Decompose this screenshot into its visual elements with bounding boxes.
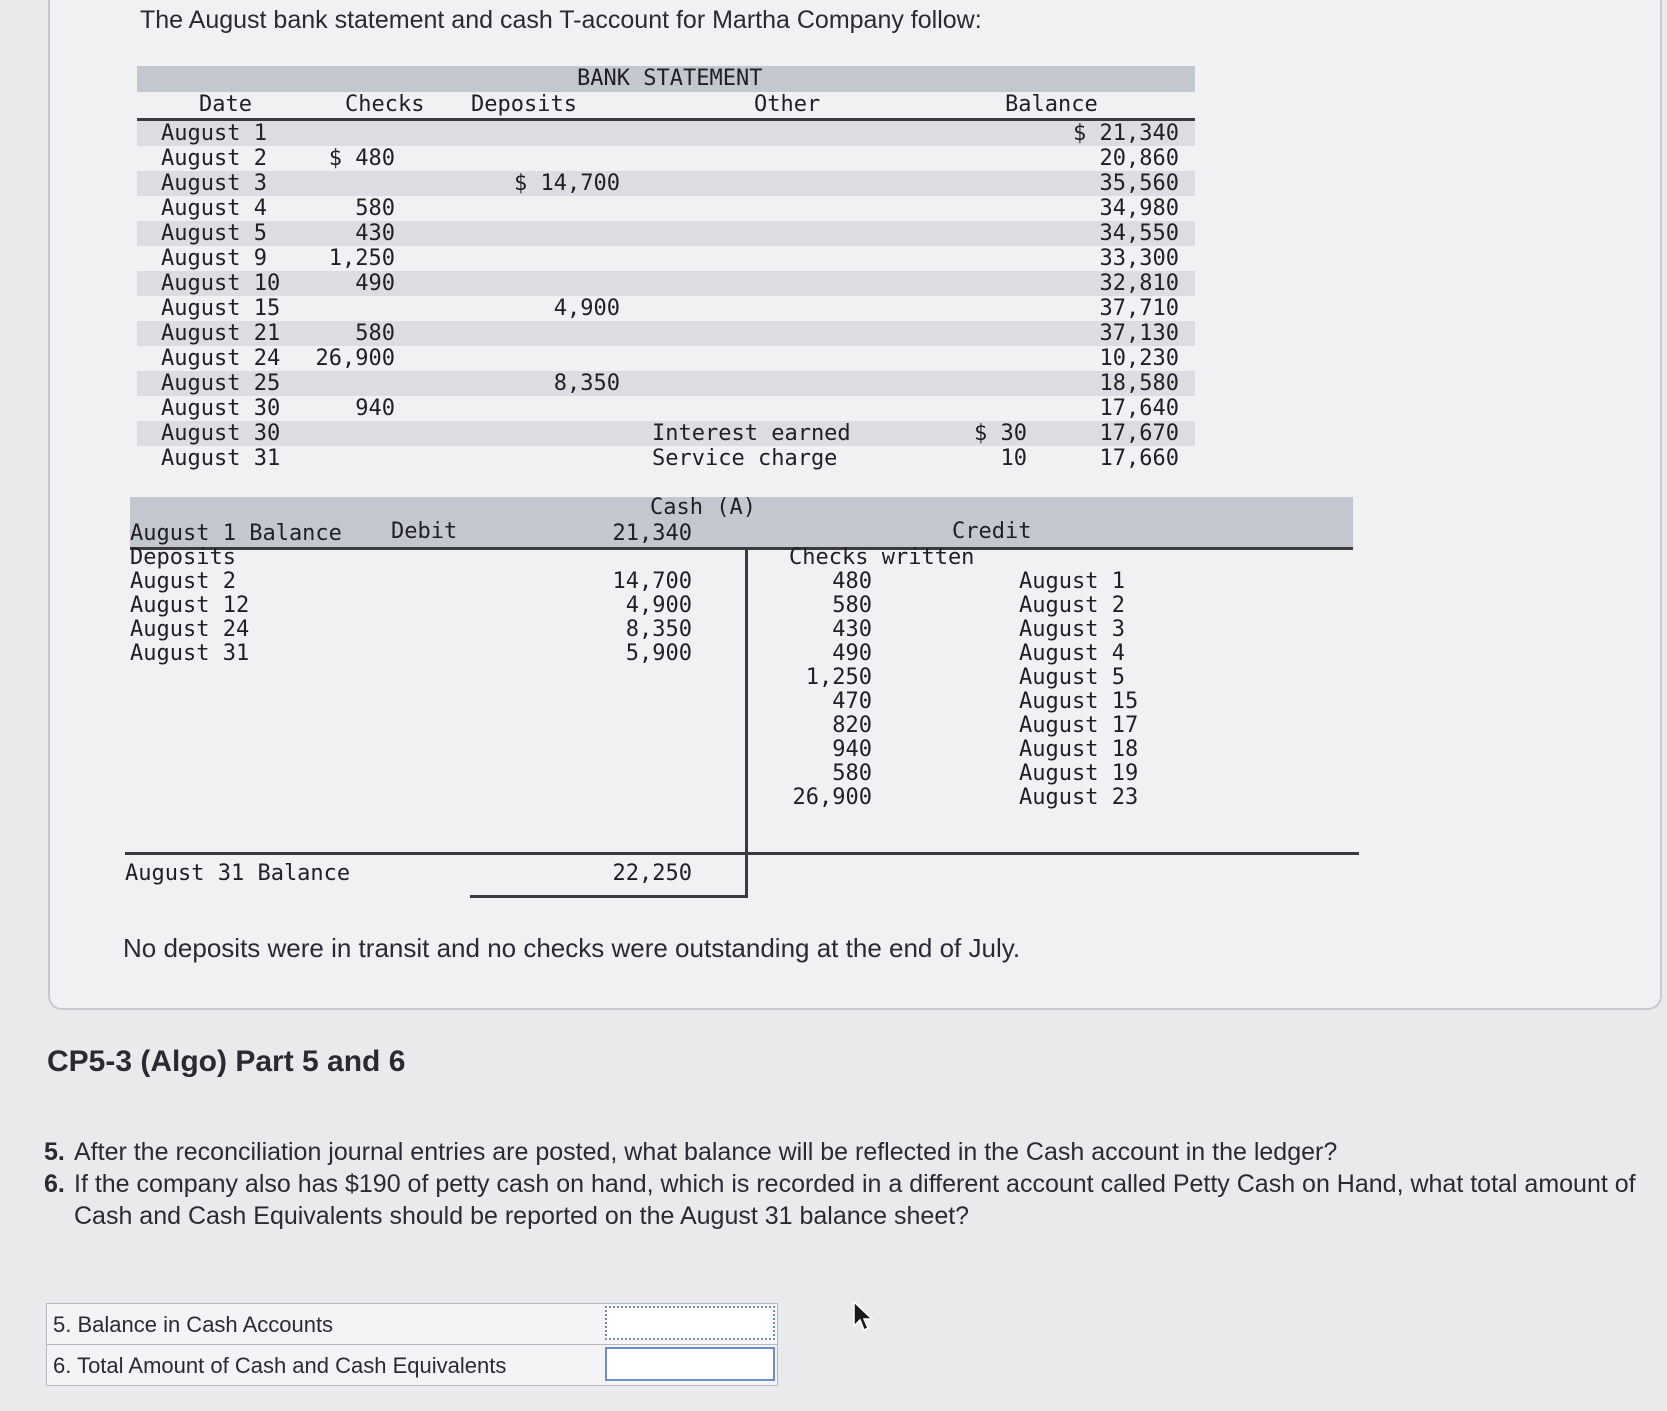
- bank-row-balance: 32,810: [1099, 271, 1179, 296]
- bank-row-other-amount: 10: [1000, 446, 1027, 471]
- checks-written-label: Checks written: [789, 545, 975, 570]
- bank-row-other: Service charge: [652, 446, 838, 471]
- credit-item-amount: 480: [832, 569, 872, 594]
- bank-row-checks: 580: [355, 196, 395, 221]
- bank-row-checks: $ 480: [328, 146, 395, 171]
- question-5-number: 5.: [44, 1138, 65, 1166]
- bank-row: [137, 146, 1195, 171]
- answer-table: [46, 1303, 778, 1386]
- bank-row: [137, 271, 1195, 296]
- bank-row-date: August 25: [161, 371, 281, 396]
- question-5: [44, 1136, 1654, 1168]
- credit-item-amount: 940: [832, 737, 872, 762]
- bank-row-balance: 33,300: [1099, 246, 1179, 271]
- question-6: [44, 1168, 1654, 1232]
- bank-row-checks: 490: [355, 271, 395, 296]
- debit-item-label: August 31: [130, 641, 250, 666]
- debit-item-label: Deposits: [130, 545, 236, 570]
- cash-t-account: [125, 497, 1353, 902]
- bank-row-deposits: 8,350: [553, 371, 620, 396]
- question-5-text: After the reconciliation journal entries are posted, what balance will be reflected in the Cash account in the ledger?: [74, 1138, 1338, 1166]
- bank-row-date: August 4: [161, 196, 267, 221]
- bank-row-checks: 26,900: [315, 346, 395, 371]
- bank-row: [137, 396, 1195, 421]
- debit-label: Debit: [391, 519, 458, 544]
- bank-row: [137, 221, 1195, 246]
- bank-statement-title: BANK STATEMENT: [577, 66, 763, 91]
- bank-row-other: Interest earned: [652, 421, 851, 446]
- credit-item-date: August 19: [1019, 761, 1139, 786]
- bank-row-date: August 31: [161, 446, 281, 471]
- bank-row-balance: 34,550: [1099, 221, 1179, 246]
- bank-row-other-amount: $ 30: [974, 421, 1027, 446]
- debit-item-amount: 21,340: [612, 521, 692, 546]
- debit-item-label: August 2: [130, 569, 236, 594]
- bank-row: [137, 196, 1195, 221]
- bank-row-balance: 34,980: [1099, 196, 1179, 221]
- part-title: CP5-3 (Algo) Part 5 and 6: [47, 1045, 406, 1078]
- credit-item-date: August 18: [1019, 737, 1139, 762]
- bank-row: [137, 171, 1195, 196]
- bank-row-date: August 30: [161, 396, 281, 421]
- bank-row-balance: 37,710: [1099, 296, 1179, 321]
- bank-statement-rows: [137, 121, 1195, 471]
- questions: [44, 1136, 1654, 1232]
- debit-item-amount: 4,900: [625, 593, 692, 618]
- debit-item-label: August 24: [130, 617, 250, 642]
- bank-row-balance: 17,660: [1099, 446, 1179, 471]
- credit-item-amount: 580: [832, 761, 872, 786]
- bank-row-checks: 940: [355, 396, 395, 421]
- answer-5-input[interactable]: [605, 1306, 775, 1340]
- debit-item-label: August 1 Balance: [130, 521, 342, 546]
- bank-row-balance: 10,230: [1099, 346, 1179, 371]
- note-text: No deposits were in transit and no checks were outstanding at the end of July.: [123, 933, 1021, 963]
- bank-row: [137, 246, 1195, 271]
- bank-row-balance: 17,670: [1099, 421, 1179, 446]
- bank-row-balance: $ 21,340: [1073, 121, 1179, 146]
- credit-item-amount: 820: [832, 713, 872, 738]
- col-other: Other: [754, 92, 821, 117]
- credit-item-date: August 23: [1019, 785, 1139, 810]
- t-account-total-line: [125, 852, 1359, 855]
- col-balance: Balance: [1005, 92, 1098, 117]
- bank-row: [137, 296, 1195, 321]
- answer-5-label: 5. Balance in Cash Accounts: [53, 1312, 334, 1337]
- bank-row-balance: 35,560: [1099, 171, 1179, 196]
- bank-row-checks: 1,250: [328, 246, 395, 271]
- ending-balance-label: August 31 Balance: [125, 861, 351, 886]
- bank-row-date: August 2: [161, 146, 267, 171]
- bank-row-checks: 580: [355, 321, 395, 346]
- bank-row: [137, 121, 1195, 146]
- bank-row-date: August 5: [161, 221, 267, 246]
- credit-item-amount: 1,250: [805, 665, 872, 690]
- credit-item-date: August 17: [1019, 713, 1139, 738]
- col-checks: Checks: [345, 92, 425, 117]
- bank-row: [137, 421, 1195, 446]
- bank-row-date: August 21: [161, 321, 281, 346]
- question-6-text: If the company also has $190 of petty cash on hand, which is recorded in a different account called Petty Cash on Hand, what total amount of Cash and Cash Equivalents should be reported on the August 31 balance sheet?: [74, 1170, 1636, 1230]
- bank-row: [137, 346, 1195, 371]
- intro-text: The August bank statement and cash T-account for Martha Company follow:: [140, 6, 982, 34]
- bank-row: [137, 446, 1195, 471]
- debit-item-amount: 5,900: [625, 641, 692, 666]
- bank-row: [137, 371, 1195, 396]
- t-account-divider: [745, 547, 748, 895]
- bank-row-date: August 30: [161, 421, 281, 446]
- credit-label: Credit: [952, 519, 1032, 544]
- credit-item-date: August 5: [1019, 665, 1125, 690]
- bank-row-deposits: $ 14,700: [514, 171, 620, 196]
- mouse-cursor-icon: [852, 1300, 874, 1332]
- bank-row-checks: 430: [355, 221, 395, 246]
- credit-item-date: August 3: [1019, 617, 1125, 642]
- bank-statement-columns: [137, 92, 1195, 121]
- credit-item-amount: 470: [832, 689, 872, 714]
- debit-item-amount: 14,700: [612, 569, 692, 594]
- answer-6-input[interactable]: [605, 1347, 775, 1381]
- question-6-number: 6.: [44, 1170, 65, 1198]
- answer-6-label: 6. Total Amount of Cash and Cash Equivalents: [53, 1353, 507, 1378]
- ending-balance-amount: 22,250: [612, 861, 692, 886]
- bank-row-deposits: 4,900: [553, 296, 620, 321]
- bank-row-date: August 9: [161, 246, 267, 271]
- credit-item-amount: 26,900: [792, 785, 872, 810]
- bank-statement-header: [137, 66, 1195, 92]
- credit-item-amount: 490: [832, 641, 872, 666]
- bank-row-date: August 3: [161, 171, 267, 196]
- bank-row-date: August 10: [161, 271, 281, 296]
- bank-row-date: August 15: [161, 296, 281, 321]
- ending-balance-underline: [470, 895, 748, 898]
- credit-item-date: August 4: [1019, 641, 1125, 666]
- answer-row-5: [47, 1304, 777, 1345]
- bank-statement: [137, 66, 1195, 471]
- credit-item-date: August 2: [1019, 593, 1125, 618]
- debit-item-label: August 12: [130, 593, 250, 618]
- answer-row-6: [47, 1345, 777, 1385]
- bank-row: [137, 321, 1195, 346]
- debit-item-amount: 8,350: [625, 617, 692, 642]
- bank-row-date: August 1: [161, 121, 267, 146]
- credit-item-amount: 430: [832, 617, 872, 642]
- bank-row-balance: 20,860: [1099, 146, 1179, 171]
- credit-item-amount: 580: [832, 593, 872, 618]
- credit-item-date: August 1: [1019, 569, 1125, 594]
- bank-row-balance: 17,640: [1099, 396, 1179, 421]
- t-account-title: Cash (A): [650, 495, 756, 520]
- credit-item-date: August 15: [1019, 689, 1139, 714]
- bank-row-balance: 18,580: [1099, 371, 1179, 396]
- col-date: Date: [199, 92, 252, 117]
- bank-row-balance: 37,130: [1099, 321, 1179, 346]
- col-deposits: Deposits: [471, 92, 577, 117]
- bank-row-date: August 24: [161, 346, 281, 371]
